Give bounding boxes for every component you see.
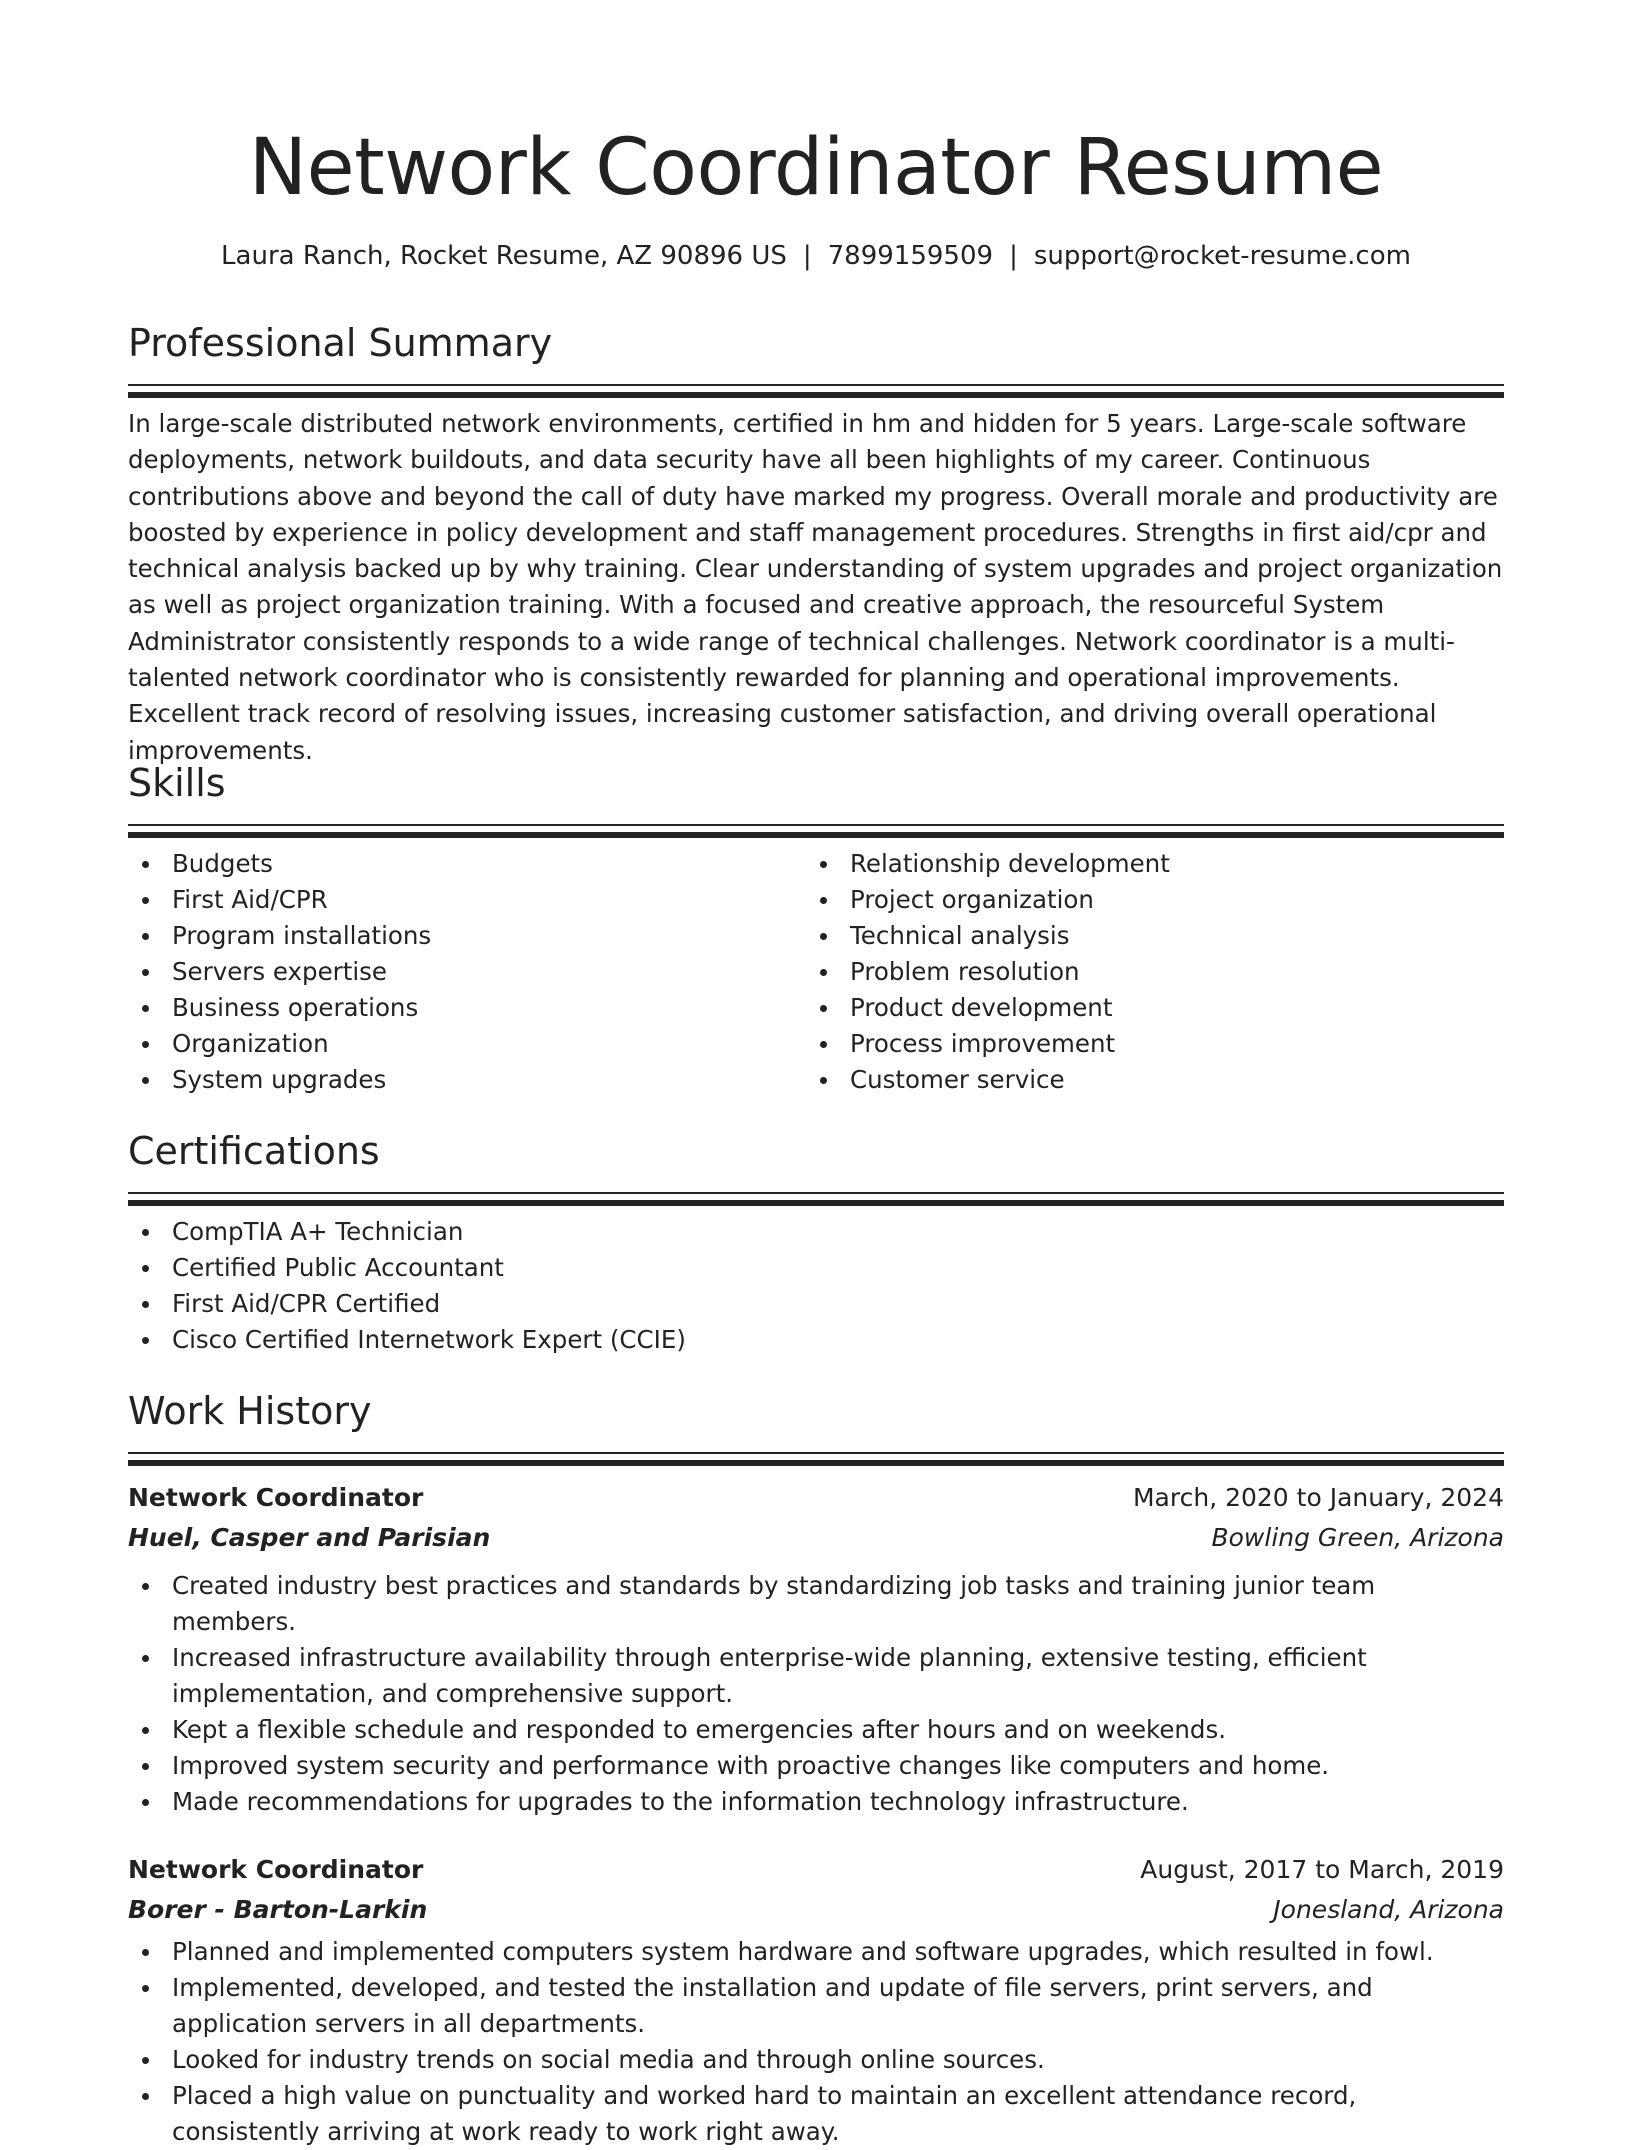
skill-item: Budgets — [128, 846, 806, 882]
work-history-heading: Work History — [128, 1389, 372, 1433]
skill-item: Program installations — [128, 918, 806, 954]
work-history-section — [128, 1384, 1504, 2150]
job-bullet: Made recommendations for upgrades to the information technology infrastructure. — [128, 1784, 1504, 1820]
job-company-row — [128, 1518, 1504, 1558]
contact-address: Laura Ranch, Rocket Resume, AZ 90896 US — [221, 241, 787, 271]
job-bullet: Looked for industry trends on social media and through online sources. — [128, 2042, 1504, 2078]
skill-item: Process improvement — [806, 1026, 1484, 1062]
contact-line — [128, 236, 1504, 276]
job-bullet: Improved system security and performance with proactive changes like computers and home. — [128, 1748, 1504, 1784]
certification-item: CompTIA A+ Technician — [128, 1214, 1504, 1250]
skill-item: Product development — [806, 990, 1484, 1026]
skill-item: Technical analysis — [806, 918, 1484, 954]
contact-email: support@rocket-resume.com — [1033, 241, 1411, 271]
skill-item: System upgrades — [128, 1062, 806, 1098]
certifications-section — [128, 1124, 1504, 1358]
skills-section — [128, 756, 1504, 1098]
section-divider — [128, 824, 1504, 840]
summary-section — [128, 316, 1504, 769]
job-dates: August, 2017 to March, 2019 — [1140, 1855, 1504, 1884]
job-title-row — [128, 1850, 1504, 1890]
job-title: Network Coordinator — [128, 1855, 424, 1884]
skill-item: Relationship development — [806, 846, 1484, 882]
job-company: Borer - Barton-Larkin — [128, 1895, 428, 1924]
skills-left-column — [128, 846, 806, 1098]
job-bullet: Implemented, developed, and tested the installation and update of file servers, print servers, and application servers in all departments. — [128, 1970, 1504, 2042]
summary-heading: Professional Summary — [128, 321, 553, 365]
job-bullet: Planned and implemented computers system hardware and software upgrades, which resulted in fowl. — [128, 1934, 1504, 1970]
resume-title: Network Coordinator Resume — [248, 123, 1384, 213]
certifications-heading: Certifications — [128, 1129, 380, 1173]
certification-item: Cisco Certified Internetwork Expert (CCIE) — [128, 1322, 1504, 1358]
job-bullet: Created industry best practices and standards by standardizing job tasks and training junior team members. — [128, 1568, 1504, 1640]
skill-item: Servers expertise — [128, 954, 806, 990]
summary-text: In large-scale distributed network environments, certified in hm and hidden for 5 years. Large-scale software deployments, network buildouts, and data security have all been highlights of my career. Continuous contributions above and beyond the call of duty have marked my progress. Overall morale and productivity are boosted by experience in policy development and staff management procedures. Strengths in first aid/cpr and technical analysis backed up by why training. Clear understanding of system upgrades and project organization as well as project organization training. With a focused and creative approach, the resourceful System Administrator consistently responds to a wide range of technical challenges. Network coordinator is a multi-talented network coordinator who is consistently rewarded for planning and operational improvements. Excellent track record of resolving issues, increasing customer satisfaction, and driving overall operational improvements. — [128, 409, 1503, 765]
skill-item: Business operations — [128, 990, 806, 1026]
job-company: Huel, Casper and Parisian — [128, 1523, 491, 1552]
skill-item: Organization — [128, 1026, 806, 1062]
skill-item: First Aid/CPR — [128, 882, 806, 918]
contact-separator: | — [1009, 241, 1018, 271]
job-title: Network Coordinator — [128, 1483, 424, 1512]
skills-heading: Skills — [128, 761, 226, 805]
section-divider — [128, 1192, 1504, 1208]
section-divider — [128, 1452, 1504, 1468]
job-bullet: Increased infrastructure availability through enterprise-wide planning, extensive testing, efficient implementation, and comprehensive support. — [128, 1640, 1504, 1712]
skill-item: Problem resolution — [806, 954, 1484, 990]
job-location: Bowling Green, Arizona — [1211, 1523, 1504, 1552]
skills-columns — [128, 846, 1504, 1098]
section-divider — [128, 384, 1504, 400]
certification-item: Certified Public Accountant — [128, 1250, 1504, 1286]
contact-phone: 7899159509 — [827, 241, 994, 271]
job-entry — [128, 1850, 1504, 2150]
certification-item: First Aid/CPR Certified — [128, 1286, 1504, 1322]
contact-separator: | — [802, 241, 812, 271]
job-location: Jonesland, Arizona — [1273, 1895, 1504, 1924]
job-dates: March, 2020 to January, 2024 — [1132, 1483, 1504, 1512]
job-title-row — [128, 1478, 1504, 1518]
skill-item: Customer service — [806, 1062, 1484, 1098]
job-bullet: Placed a high value on punctuality and worked hard to maintain an excellent attendance record, consistently arriving at work ready to work right away. — [128, 2078, 1504, 2150]
job-entry — [128, 1478, 1504, 1820]
skills-right-column — [806, 846, 1484, 1098]
skill-item: Project organization — [806, 882, 1484, 918]
job-company-row — [128, 1890, 1504, 1930]
job-bullet: Kept a flexible schedule and responded to emergencies after hours and on weekends. — [128, 1712, 1504, 1748]
